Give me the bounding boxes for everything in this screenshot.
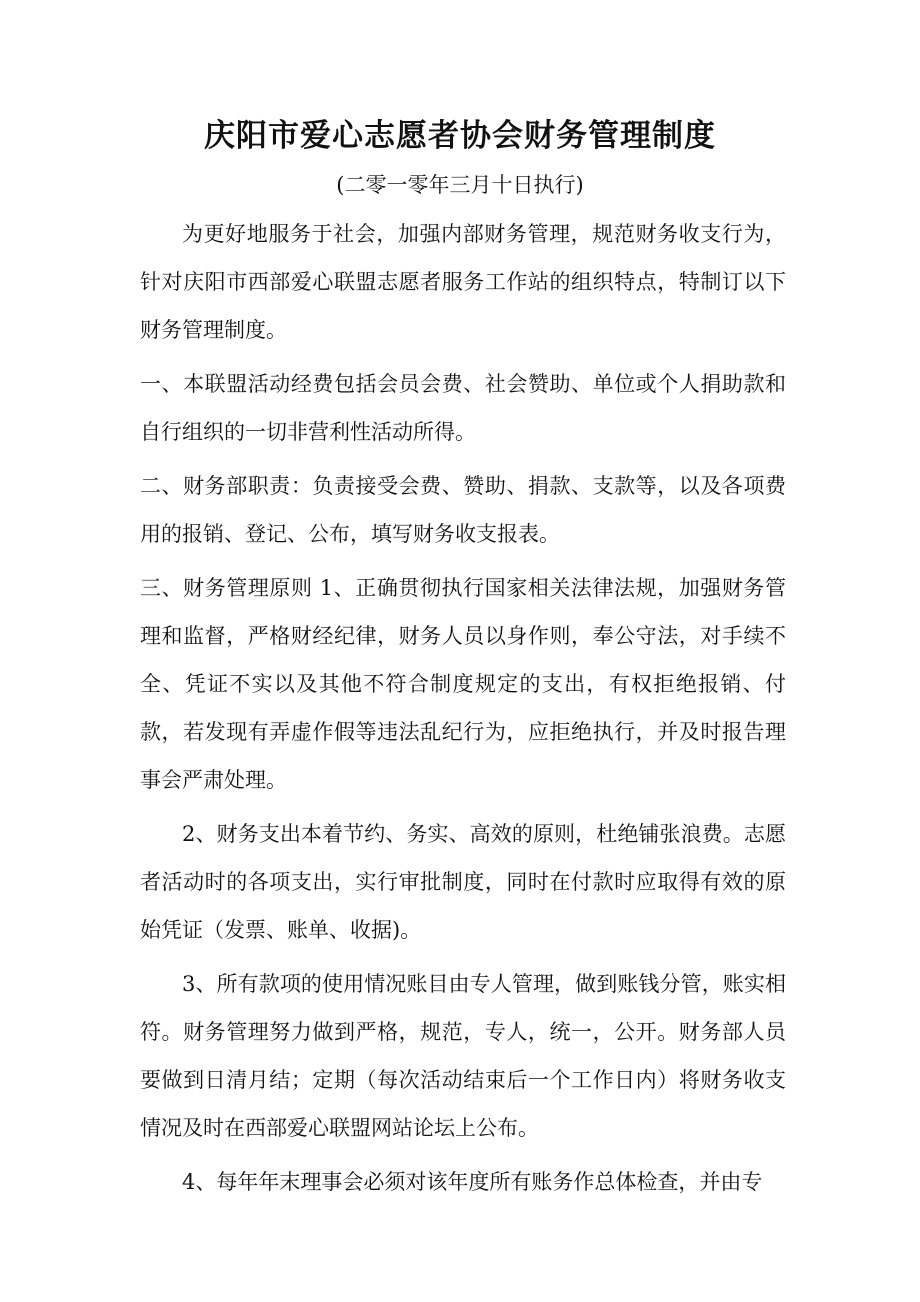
intro-paragraph: 为更好地服务于社会，加强内部财务管理，规范财务收支行为，针对庆阳市西部爱心联盟志愿者服务工作站的组织特点，特制订以下财务管理制度。	[140, 222, 786, 342]
section-2-paragraph: 二、财务部职责：负责接受会费、赞助、捐款、支款等，以及各项费用的报销、登记、公布，填写财务收支报表。	[140, 474, 786, 546]
document-subtitle: (二零一零年三月十日执行)	[336, 173, 584, 197]
item-2-paragraph: 2、财务支出本着节约、务实、高效的原则，杜绝铺张浪费。志愿者活动时的各项支出，实行审批制度，同时在付款时应取得有效的原始凭证（发票、账单、收据)。	[140, 822, 786, 942]
section-1-paragraph: 一、本联盟活动经费包括会员会费、社会赞助、单位或个人捐助款和自行组织的一切非营利性活动所得。	[140, 372, 786, 444]
document-title: 庆阳市爱心志愿者协会财务管理制度	[204, 118, 716, 154]
section-3-paragraph: 三、财务管理原则 1、正确贯彻执行国家相关法律法规，加强财务管理和监督，严格财经纪律，财务人员以身作则，奉公守法，对手续不全、凭证不实以及其他不符合制度规定的支出，有权拒绝报销、付款，若发现有弄虚作假等违法乱纪行为，应拒绝执行，并及时报告理事会严肃处理。	[140, 576, 786, 792]
document-body	[140, 210, 786, 1206]
item-4-paragraph: 4、每年年末理事会必须对该年度所有账务作总体检查，并由专	[182, 1170, 763, 1194]
item-3-paragraph: 3、所有款项的使用情况账目由专人管理，做到账钱分管，账实相符。财务管理努力做到严格，规范，专人，统一，公开。财务部人员要做到日清月结；定期（每次活动结束后一个工作日内）将财务收支情况及时在西部爱心联盟网站论坛上公布。	[140, 972, 786, 1140]
